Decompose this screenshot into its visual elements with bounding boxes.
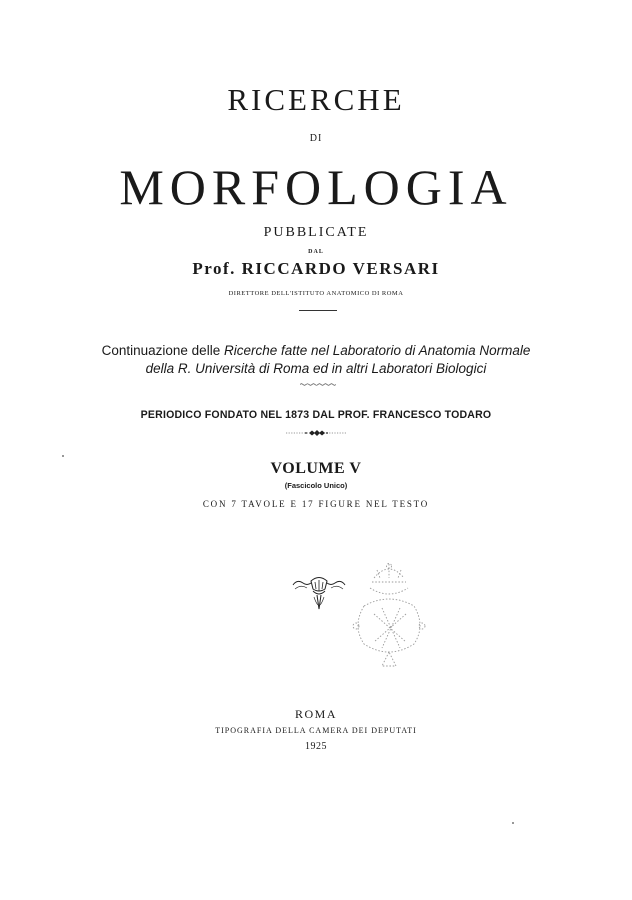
by-label: DAL [308,249,324,255]
paper-speck [512,822,514,824]
faded-stamp-icon [344,556,434,676]
published-label: PUBBLICATE [263,225,369,240]
continuation-italic-1: Ricerche fatte nel Laboratorio di Anatomia Normale [223,343,531,358]
fleuron-ornament-icon [289,575,349,613]
fascicle-note: (Fascicolo Unico) [284,481,348,490]
wavy-rule-icon [300,383,336,386]
continuation-line-1 [0,343,632,358]
imprint-printer: TIPOGRAFIA DELLA CAMERA DEI DEPUTATI [215,726,417,735]
editor-role: DIRETTORE DELL'ISTITUTO ANATOMICO DI ROMA [228,290,404,297]
founding-note: PERIODICO FONDATO NEL 1873 DAL PROF. FRANCESCO TODARO [140,409,492,421]
volume-number: VOLUME V [270,460,362,477]
imprint-year: 1925 [305,741,327,752]
paper-speck [62,455,64,457]
plates-figures-note: CON 7 TAVOLE E 17 FIGURE NEL TESTO [202,499,430,509]
imprint-city: ROMA [294,707,337,721]
editor-name: Prof. RICCARDO VERSARI [192,259,440,278]
continuation-line-2: della R. Università di Roma ed in altri Laboratori Biologici [145,361,487,376]
title-connector: DI [309,133,323,144]
continuation-plain: Continuazione delle [101,343,224,358]
title-line-1: RICERCHE [227,82,405,117]
dash-ornament-icon [286,428,346,438]
divider-rule [299,310,337,311]
title-line-2: MORFOLOGIA [119,159,513,215]
